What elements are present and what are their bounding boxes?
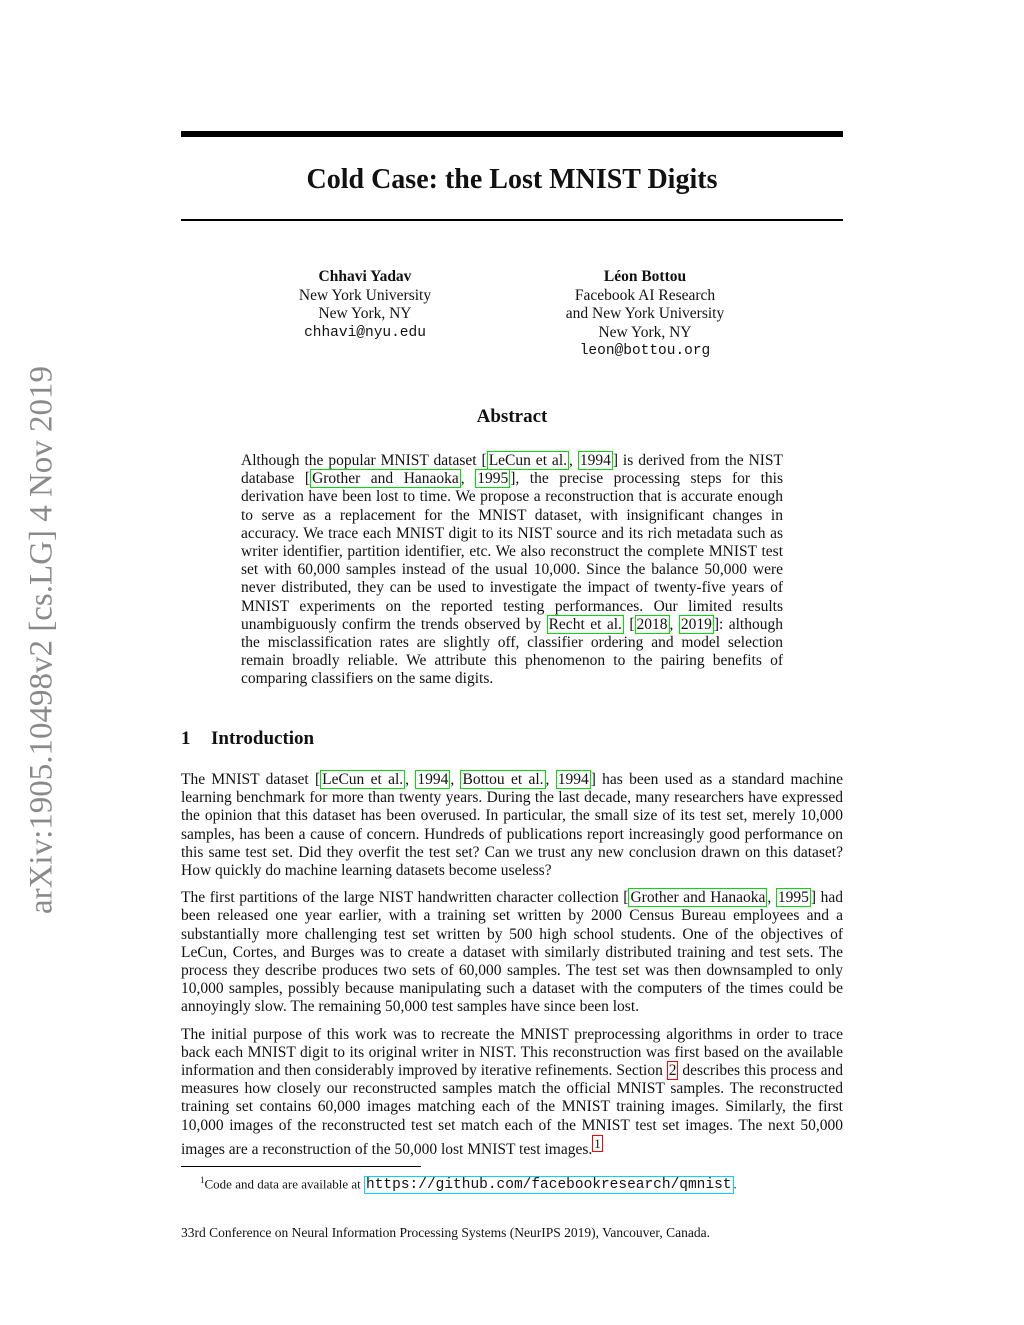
- author-name: Léon Bottou: [603, 268, 687, 285]
- citation-link[interactable]: 1994: [417, 771, 449, 788]
- paragraph: The first partitions of the large NIST handwritten character collection [ Grother and Hanaoka , 1995 ] had been released one year earlier, with a training set written by 2000 Census Bureau employees and a substantially more challenging test set written by 500 high school students. One of the objectives of LeCun, Cortes, and Burges was to create a dataset with similarly distributed training and test sets. The process they describe produces two sets of 60,000 samples. The test set was then downsampled to only 10,000 samples, possibly because manipulating such a dataset with the computers of the times could be annoyingly slow. The remaining 50,000 test samples have since been lost.: [181, 889, 844, 1016]
- title-bottom-rule: [181, 219, 843, 221]
- footnote-rule: [181, 1166, 421, 1167]
- author-name: Chhavi Yadav: [318, 268, 412, 285]
- citation-link[interactable]: 2019: [680, 615, 712, 633]
- author-block-2: [535, 268, 755, 361]
- section-heading-introduction: [181, 728, 314, 750]
- citation-link[interactable]: LeCun et al.: [488, 452, 567, 469]
- paper-title: Cold Case: the Lost MNIST Digits: [306, 164, 718, 195]
- citation-link[interactable]: 1995: [477, 470, 509, 488]
- arxiv-identifier: arXiv:1905.10498v2 [cs.LG] 4 Nov 2019: [23, 365, 60, 915]
- author-location: New York, NY: [318, 305, 412, 322]
- footnote: $^1$Code and data are available at https://github.com/facebookresearch/qmnist .: [200, 1175, 737, 1194]
- citation-link[interactable]: Recht et al.: [548, 615, 622, 633]
- abstract-heading: Abstract: [476, 406, 548, 427]
- citation-link[interactable]: 1994: [557, 771, 589, 788]
- citation-link[interactable]: Bottou et al.: [462, 771, 544, 788]
- paragraph: The MNIST dataset [ LeCun et al. , 1994 , Bottou et al. , 1994 ] has been used as a standard machine learning benchmark for more than twenty years. During the last decade, many researchers have expressed the opinion that this dataset has been overused. In particular, the small size of its test set, merely 10,000 samples, has been a cause of concern. Hundreds of publications report increasingly good performance on this same test set. Did they overfit the test set? Can we trust any new conclusion drawn on this dataset? How quickly do machine learning datasets become useless?: [181, 771, 844, 880]
- section-reference-link[interactable]: 2: [668, 1062, 677, 1080]
- citation-link[interactable]: 1994: [579, 452, 611, 469]
- citation-link[interactable]: Grother and Hanaoka: [312, 470, 459, 488]
- citation-link[interactable]: Grother and Hanaoka: [630, 889, 766, 907]
- citation-link[interactable]: 1995: [777, 889, 809, 907]
- author-affiliation: Facebook AI Research: [574, 286, 716, 304]
- venue-footer: 33rd Conference on Neural Information Processing Systems (NeurIPS 2019), Vancouver, Canada.: [181, 1225, 710, 1240]
- title-top-rule: [181, 131, 843, 137]
- code-url-link[interactable]: https://github.com/facebookresearch/qmnist: [366, 1177, 732, 1194]
- section-number: 1: [181, 728, 191, 749]
- footnote-mark: 1: [200, 1175, 205, 1185]
- author-affiliation-2: and New York University: [565, 305, 725, 322]
- citation-link[interactable]: LeCun et al.: [322, 771, 404, 788]
- citation-link[interactable]: 2018: [636, 615, 668, 633]
- author-affiliation: New York University: [298, 286, 432, 304]
- footnote-reference-link[interactable]: 1: [594, 1135, 601, 1151]
- author-email[interactable]: leon@bottou.org: [579, 343, 711, 359]
- author-email[interactable]: chhavi@nyu.edu: [304, 324, 426, 341]
- abstract-text: Although the popular MNIST dataset [ LeCun et al. , 1994 ] is derived from the NIST database [ Grother and Hanaoka , 1995 ], the precise processing steps for this derivation have been lost to time. We propose a reconstruction that is accurate enough to serve as a replacement for the MNIST dataset, with insignificant changes in accuracy. We trace each MNIST digit to its NIST source and its rich metadata such as writer identifier, partition identifier, etc. We also reconstruct the complete MNIST test set with 60,000 samples instead of the usual 10,000. Since the balance 50,000 were never distributed, they can be used to investigate the impact of twenty-five years of MNIST experiments on the reported testing performances. Our limited results unambiguously confirm the trends observed by Recht et al. [ 2018 , 2019 ]: although the misclassification rates are slightly off, classifier ordering and model selection remain broadly reliable. We attribute this phenomenon to the pairing benefits of comparing classifiers on the same digits.: [241, 452, 784, 688]
- author-location: New York, NY: [598, 323, 692, 341]
- section-title: Introduction: [211, 728, 315, 749]
- author-block-1: [265, 268, 465, 342]
- paragraph: The initial purpose of this work was to recreate the MNIST preprocessing algorithms in order to trace back each MNIST digit to its original writer in NIST. This reconstruction was first based on the available information and then considerably improved by iterative refinements. Section 2 describes this process and measures how closely our reconstructed samples match the official MNIST samples. The reconstructed training set contains 60,000 images matching each of the MNIST training images. Similarly, the first 10,000 images of the reconstructed test set match each of the MNIST test set images. The next 50,000 images are a reconstruction of the 50,000 lost MNIST test images. $^1$: [181, 1025, 844, 1159]
- introduction-body: [181, 771, 843, 1168]
